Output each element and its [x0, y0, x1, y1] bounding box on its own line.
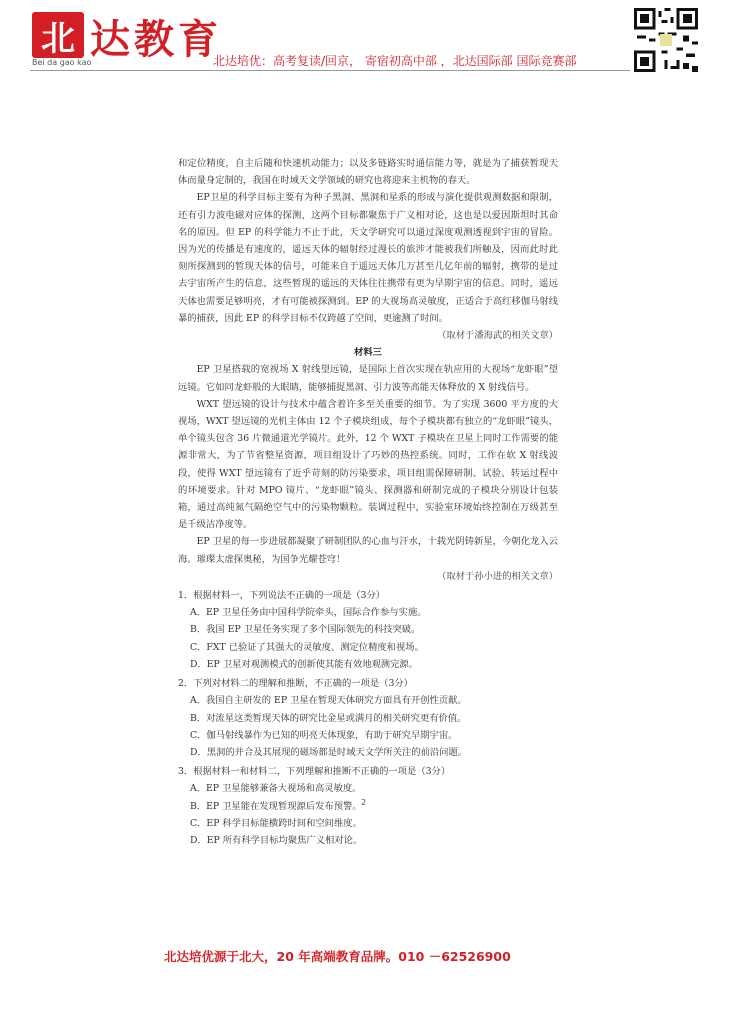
paragraph-2: EP卫星的科学目标主要有为种子黑洞、黑洞和星系的形成与演化提供观测数据和限制，还有引力波电磁对应体的探测，这两个目标都聚焦于广义相对论，这也是以爱因斯坦时其命名的原因。但 EP 的科学能力不止于此，天文学研究可以通过深度观测透视到宇宙的冒险。因为光的传播是有速度的，遥远天体的辐射经过漫长的旅涉才能被我们所触及，因而此时此刻所探测到的暂现天体的信号，可能来自于遥远天体几万甚至几亿年前的辐射，携带的是过去宇宙所产生的信息，这些暂现的遥远的天体往往携带有更为早期宇宙的信息。同时，遥远天体也需要足够明亮，才有可能被探测到。EP 的大视场高灵敏度，正适合于高红移伽马射线暴的捕获，因此 EP 的科学目标不仅跨越了空间，更逾测了时间。 — [178, 192, 558, 324]
qr-code-icon — [634, 8, 698, 72]
header-slogan: 北达培优：高考复读/回京， 寄宿初高中部 ，北达国际部 国际竞赛部 — [213, 54, 577, 68]
page-number: 2 — [361, 798, 367, 807]
question-stem: 1．根据材料一，下列说法不正确的一项是（3分） — [178, 590, 386, 602]
paragraph-4: WXT 望远镜的设计与技术中蕴含着许多至关重要的细节。为了实现 3600 平方度的大视场，WXT 望远镜的光机主体由 12 个子模块组成，每个子模块都有独立的“龙虾眼”镜头，单个镜头包含 36 片微通道光学镜片。此外，12 个 WXT 子模块在卫星上同时工作需要的能源非常大，为了节省整星资源，项目组设计了巧妙的热控系统。同时，工作在软 X 射线波段，使得 WXT 望远镜有了近乎苛刻的防污染要求，项目组需保障研制、试验、转运过程中的环境要求。针对 MPO 镜片、“龙虾眼”镜头、探测器和研制完成的子模块分别设计包装箱，通过高纯氮气隔绝空气中的污染物颗粒。装调过程中，实验室环境始终控制在万级甚至是千级洁净度等。 — [178, 398, 558, 531]
document-body — [178, 155, 558, 849]
header-divider — [30, 70, 630, 71]
option-d: D．EP 卫星对观测模式的创新使其能有效地观测完源。 — [190, 658, 418, 670]
option-c: C．EP 科学目标能横跨时间和空间维度。 — [190, 817, 362, 829]
source-citation-2: （取材于孙小进的相关文章） — [437, 570, 558, 582]
option-c: C．FXT 已验证了其强大的灵敏度、测定位精度和视场。 — [190, 641, 424, 653]
question-3 — [178, 763, 558, 849]
section-title-material-3: 材料三 — [354, 347, 382, 359]
option-a: A．EP 卫星任务由中国科学院牵头，国际合作参与实施。 — [190, 607, 427, 619]
logo-subtitle: Bei da gao kao — [32, 58, 92, 67]
option-b: B．我国 EP 卫星任务实现了多个国际领先的科技突破。 — [190, 624, 421, 636]
source-citation-1: （取材于潘海武的相关文章） — [437, 330, 558, 342]
option-c: C．伽马射线暴作为已知的明亮天体现象，有助于研究早期宇宙。 — [190, 729, 458, 741]
question-2 — [178, 675, 558, 761]
option-d: D．黑洞的并合及其展现的磁场都是时域天文学所关注的前沿问题。 — [190, 746, 468, 758]
option-b: B．EP 卫星能在发现暂现源后发布预警。 — [190, 800, 362, 812]
logo-text: 达教育 — [90, 16, 222, 63]
option-d: D．EP 所有科学目标均聚焦广义相对论。 — [190, 834, 363, 846]
paragraph-5: EP 卫星的每一步进展都凝聚了研制团队的心血与汗水，十载光阴铸新星，今朝化龙入云海。璀璨太虚探奥秘，为国争光耀苍穹！ — [178, 536, 558, 565]
option-b: B．对流星这类暂现天体的研究比金星或满月的相关研究更有价值。 — [190, 712, 467, 724]
logo-mark: 北 — [32, 12, 84, 58]
paragraph-1: 和定位精度，自主后随和快速机动能力；以及多链路实时通信能力等，就是为了捕获暂现天体而量身定制的，我国在时域天文学领域的研究也将迎来主机物的春天。 — [178, 158, 558, 187]
option-a: A．EP 卫星能够兼备大视场和高灵敏度。 — [190, 783, 362, 795]
question-stem: 3．根据材料一和材料二，下列理解和推断不正确的一项是（3分） — [178, 766, 451, 778]
paragraph-3: EP 卫星搭载的宽视场 X 射线望远镜，是国际上首次实现在轨应用的大视场“龙虾眼”望远镜。它如同龙虾般的大眼睛，能够捕捉黑洞、引力波等高能天体释放的 X 射线信号。 — [178, 364, 558, 393]
question-1 — [178, 587, 558, 673]
footer-slogan: 北达培优源于北大，20 年高端教育品牌。010 －62526900 — [164, 949, 511, 964]
option-a: A．我国自主研发的 EP 卫星在暂现天体研究方面具有开创性贡献。 — [190, 695, 467, 707]
question-stem: 2．下列对材料二的理解和推断，不正确的一项是（3分） — [178, 678, 413, 690]
